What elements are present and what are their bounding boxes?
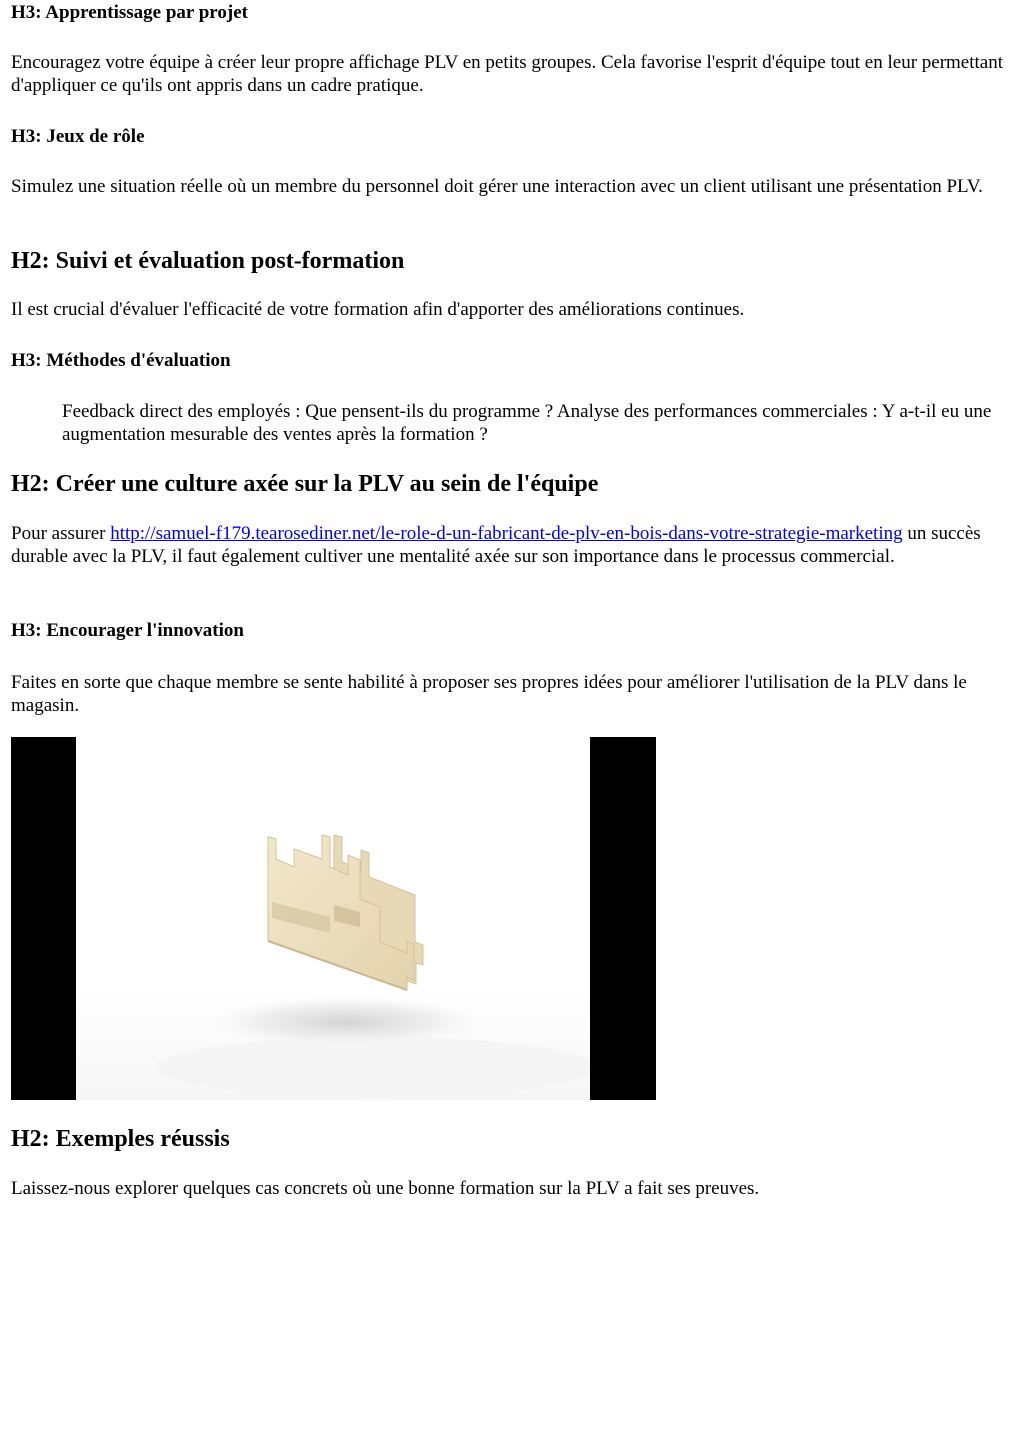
plv-display-scene xyxy=(76,737,590,1100)
plv-display-image xyxy=(11,737,656,1100)
heading-culture-plv: H2: Créer une culture axée sur la PLV au sein de l'équipe xyxy=(11,471,599,497)
heading-encourager-innovation: H3: Encourager l'innovation xyxy=(11,620,244,641)
paragraph-exemples-reussis: Laissez-nous explorer quelques cas concrets où une bonne formation sur la PLV a fait ses preuves. xyxy=(11,1178,760,1199)
fabricant-plv-bois-link[interactable]: http://samuel-f179.tearosediner.net/le-role-d-un-fabricant-de-plv-en-bois-dans-votre-strategie-marketing xyxy=(110,523,903,544)
paragraph-suivi-evaluation: Il est crucial d'évaluer l'efficacité de votre formation afin d'apporter des améliorations continues. xyxy=(11,299,745,320)
paragraph-jeux-de-role: Simulez une situation réelle où un membre du personnel doit gérer une interaction avec un client utilisant une présentation PLV. xyxy=(11,176,983,197)
heading-methodes-evaluation: H3: Méthodes d'évaluation xyxy=(11,350,231,371)
heading-suivi-evaluation: H2: Suivi et évaluation post-formation xyxy=(11,248,405,274)
paragraph-encourager-innovation: Faites en sorte que chaque membre se sente habilité à proposer ses propres idées pour améliorer l'utilisation de la PLV dans le magasin. xyxy=(11,672,967,716)
paragraph-apprentissage-projet: Encouragez votre équipe à créer leur propre affichage PLV en petits groupes. Cela favorise l'esprit d'équipe tout en leur permettant d'appliquer ce qu'ils ont appris dans un cadre pratique. xyxy=(11,52,1004,96)
heading-jeux-de-role: H3: Jeux de rôle xyxy=(11,126,145,147)
heading-apprentissage-projet: H3: Apprentissage par projet xyxy=(11,2,248,23)
blockquote-methodes-evaluation: Feedback direct des employés : Que pensent-ils du programme ? Analyse des performances commerciales : Y a-t-il eu une augmentation mesurable des ventes après la formation ? xyxy=(62,401,992,445)
wooden-plv-stand-illustration xyxy=(76,737,590,1100)
paragraph-culture-text-before: Pour assurer xyxy=(11,523,111,544)
paragraph-culture-text-after: un succès durable avec la PLV, il faut également cultiver une mentalité axée sur son importance dans le processus commercial. xyxy=(11,523,981,567)
paragraph-culture-plv xyxy=(11,522,1015,568)
heading-exemples-reussis: H2: Exemples réussis xyxy=(11,1126,230,1152)
